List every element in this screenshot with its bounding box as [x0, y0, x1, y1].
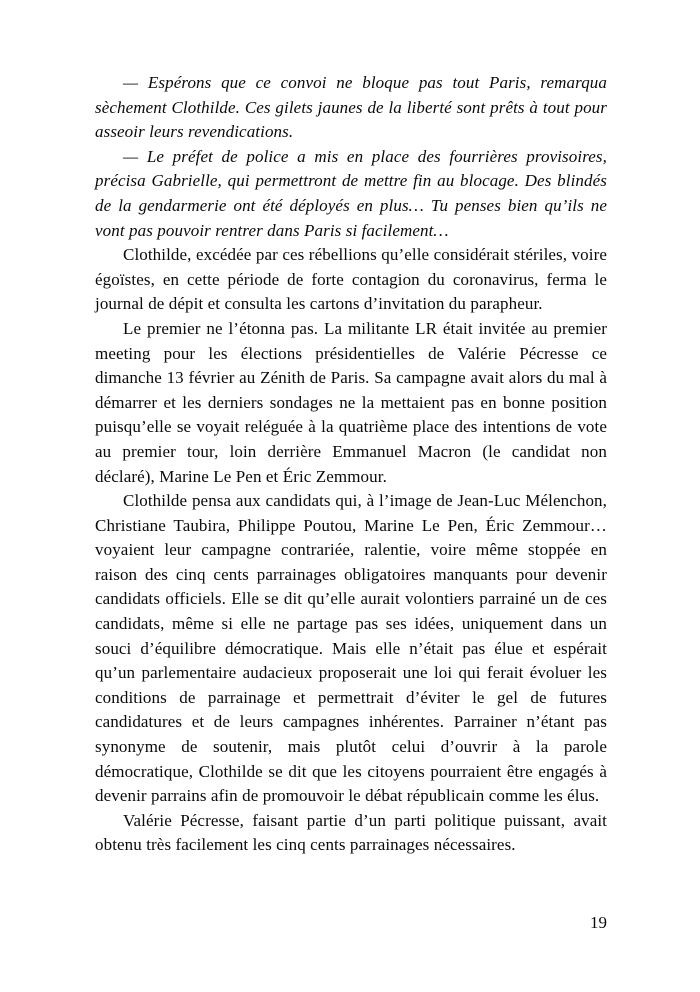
paragraph-5: Clothilde pensa aux candidats qui, à l’image de Jean-Luc Mélenchon, Christiane Taubira, Philippe Poutou, Marine Le Pen, Éric Zemmour… voyaient leur campagne contrariée, ralentie, voire même stoppée en raison des cinq cents parrainages obligatoires manquants pour devenir candidats officiels. Elle se dit qu’elle aurait volontiers parrainé un de ces candidats, même si elle ne partage pas ses idées, uniquement dans un souci d’équilibre démocratique. Mais elle n’était pas élue et espérait qu’un parlementaire audacieux proposerait une loi qui ferait évoluer les conditions de parrainage et permettrait d’éviter le gel de futures candidatures et de leurs campagnes inhérentes. Parrainer n’étant pas synonyme de soutenir, mais plutôt celui d’ouvrir à la parole démocratique, Clothilde se dit que les citoyens pourraient être engagés à devenir parrains afin de promouvoir le débat républicain comme les élus. — [95, 491, 607, 806]
page-number: 19 — [590, 913, 607, 932]
paragraph-dialogue-2: — Le préfet de police a mis en place des fourrières provisoires, précisa Gabrielle, qui permettront de mettre fin au blocage. Des blindés de la gendarmerie ont été déployés en plus… Tu penses bien qu’ils ne vont pas pouvoir rentrer dans Paris si facilement… — [95, 146, 607, 240]
paragraph-dialogue-1: — Espérons que ce convoi ne bloque pas tout Paris, remarqua sèchement Clothilde. Ces gilets jaunes de la liberté sont prêts à tout pour asseoir leurs revendications. — [95, 73, 607, 142]
page-text-block — [95, 71, 607, 858]
paragraph-3: Clothilde, excédée par ces rébellions qu’elle considérait stériles, voire égoïstes, en cette période de forte contagion du coronavirus, ferma le journal de dépit et consulta les cartons d’invitation du parapheur. — [95, 245, 607, 314]
paragraph-4: Le premier ne l’étonna pas. La militante LR était invitée au premier meeting pour les élections présidentielles de Valérie Pécresse ce dimanche 13 février au Zénith de Paris. Sa campagne avait alors du mal à démarrer et les derniers sondages ne la mettaient pas en bonne position puisqu’elle se voyait reléguée à la quatrième place des intentions de vote au premier tour, loin derrière Emmanuel Macron (le candidat non déclaré), Marine Le Pen et Éric Zemmour. — [95, 318, 607, 486]
paragraph-6: Valérie Pécresse, faisant partie d’un parti politique puissant, avait obtenu très facilement les cinq cents parrainages nécessaires. — [95, 810, 607, 855]
